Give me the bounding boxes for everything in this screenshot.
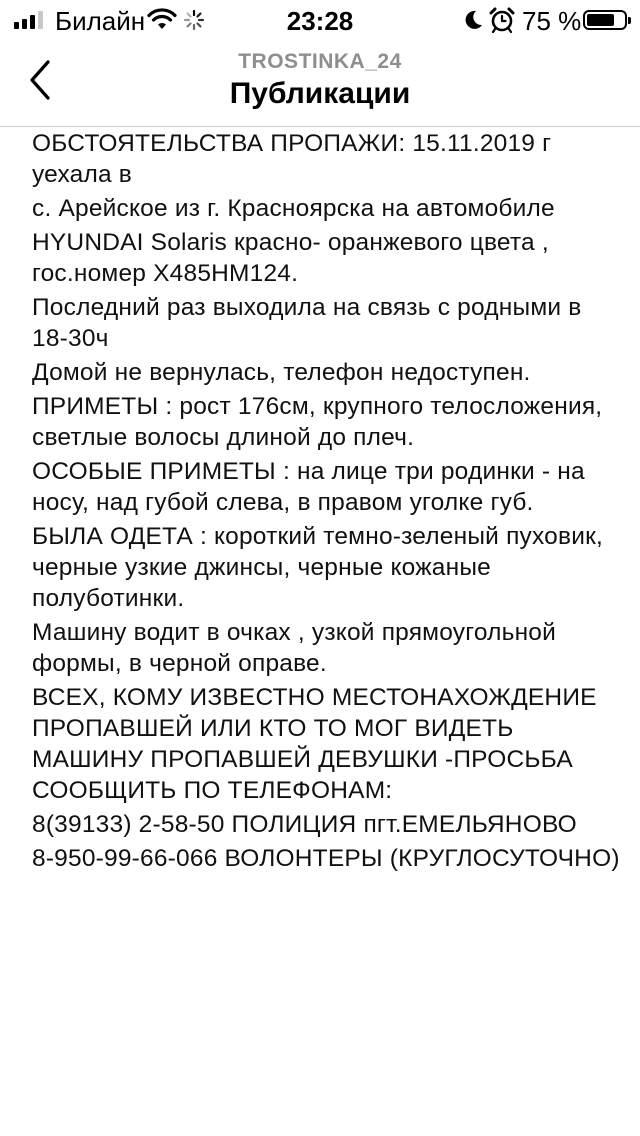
post-paragraph: Домой не вернулась, телефон недоступен. [32,359,531,386]
post-paragraph: Машину водит в очках , узкой прямоугольной формы, в черной оправе. [32,619,557,677]
page-title: Публикации [229,77,411,110]
status-time: 23:28 [286,6,354,36]
post-paragraph: Последний раз выходила на связь с родными в 18-30ч [32,294,582,352]
navigation-header [0,40,640,127]
post-paragraph: ОСОБЫЕ ПРИМЕТЫ : на лице три родинки - на носу, над губой слева, в правом уголке губ. [32,458,585,516]
post-paragraph: 8(39133) 2-58-50 ПОЛИЦИЯ пгт.ЕМЕЛЬЯНОВО [32,811,577,838]
post-caption [32,128,622,877]
battery-level-fill [587,14,614,26]
post-paragraph: БЫЛА ОДЕТА : короткий темно-зеленый пуховик, черные узкие джинсы, черные кожаные полуботинки. [32,523,604,612]
battery-percent: 75 % [522,6,582,36]
post-paragraph: ОБСТОЯТЕЛЬСТВА ПРОПАЖИ: 15.11.2019 г уехала в [32,130,552,188]
post-paragraph: с. Арейское из г. Красноярска на автомобиле [32,195,555,222]
alarm-icon [489,7,515,33]
profile-username: TROSTINKA_24 [238,50,402,73]
post-paragraph: 8-950-99-66-066 ВОЛОНТЕРЫ (КРУГЛОСУТОЧНО) [32,845,620,872]
post-paragraph: HYUNDAI Solaris красно- оранжевого цвета , гос.номер Х485НМ124. [32,229,549,287]
status-bar [0,0,640,40]
post-paragraph: ВСЕХ, КОМУ ИЗВЕСТНО МЕСТОНАХОЖДЕНИЕ ПРОПАВШЕЙ ИЛИ КТО ТО МОГ ВИДЕТЬ МАШИНУ ПРОПАВШЕЙ ДЕВУШКИ -ПРОСЬБА СООБЩИТЬ ПО ТЕЛЕФОНАМ: [32,684,597,804]
post-paragraph: ПРИМЕТЫ : рост 176см, крупного телосложения, светлые волосы длиной до плеч. [32,393,603,451]
carrier-name: Билайн [55,6,146,36]
moon-icon [462,9,484,31]
battery-icon [583,10,627,30]
